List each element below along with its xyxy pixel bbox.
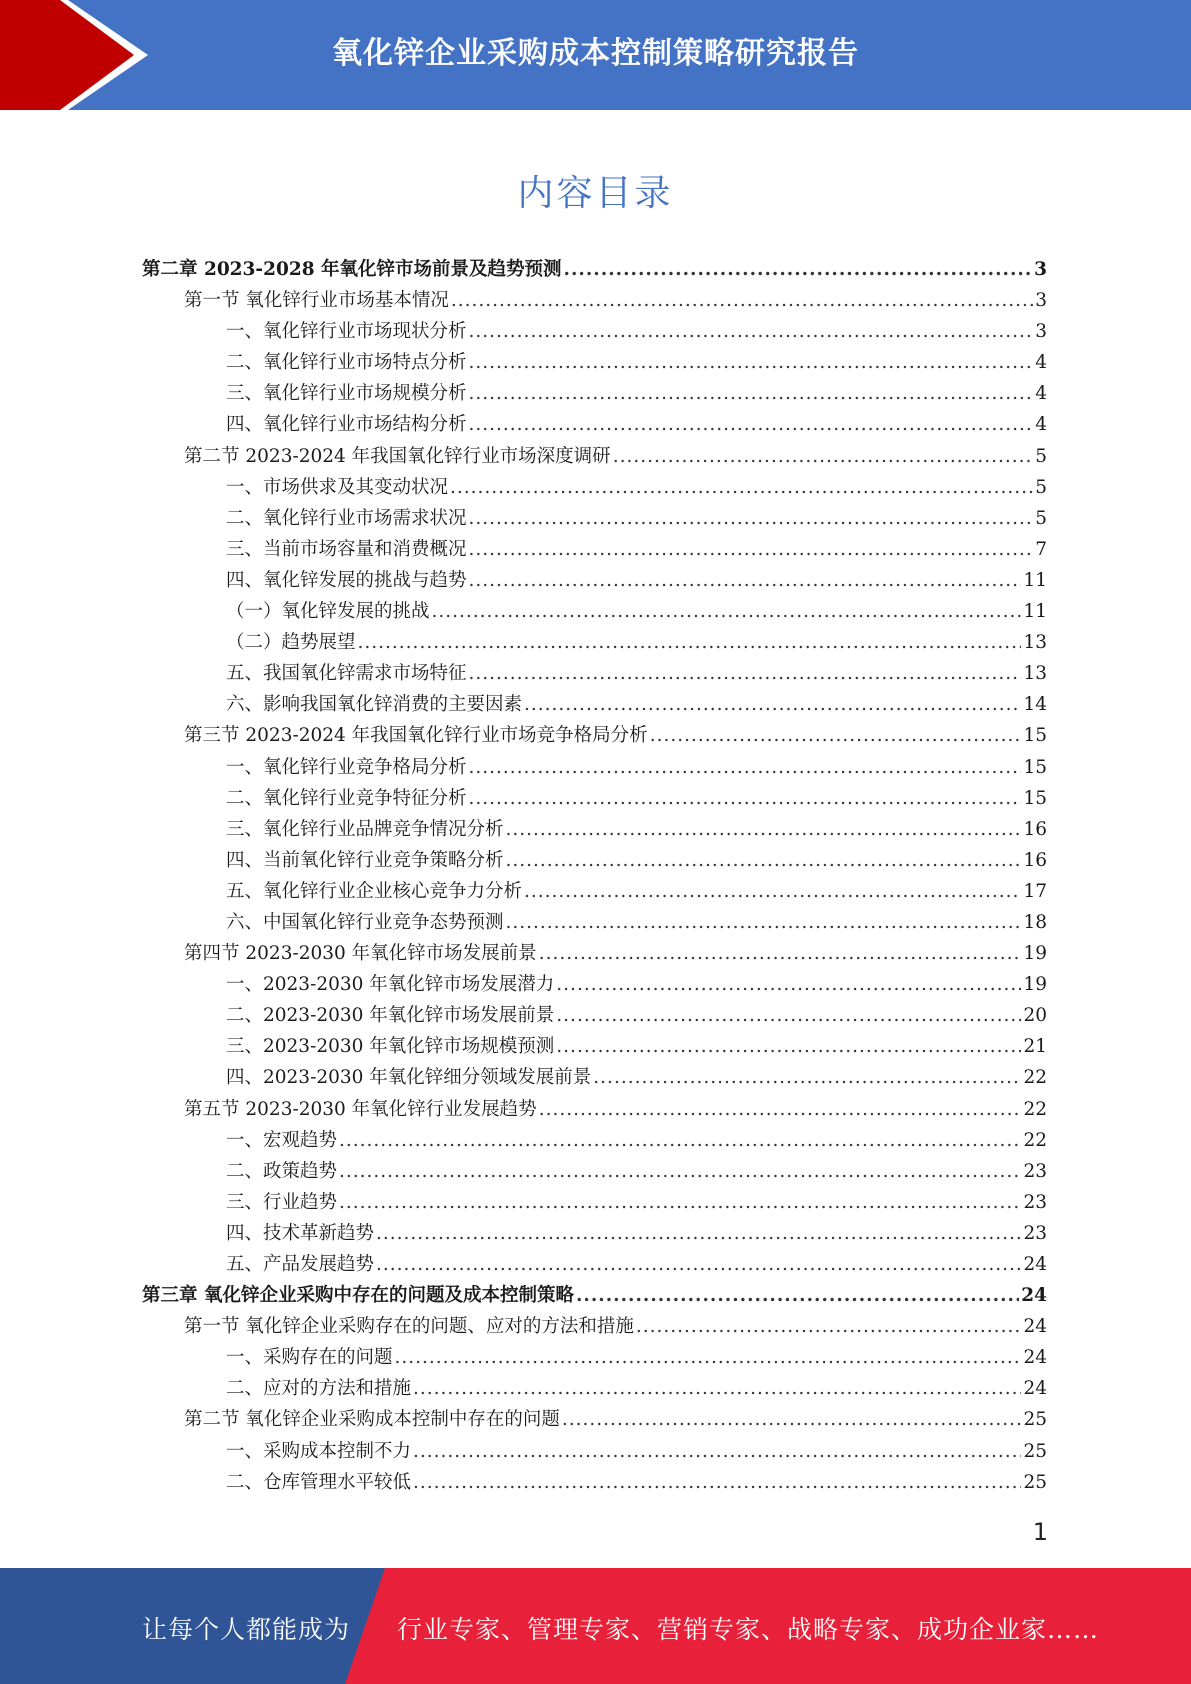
toc-entry-page: 5 [1035,476,1047,498]
toc-entry-page: 24 [1023,1378,1047,1400]
dot-leader [413,1373,1021,1404]
dot-leader [469,783,1022,814]
toc-entry-title: 一、采购成本控制不力 [226,1440,412,1462]
toc-entry[interactable] [142,658,1047,689]
dot-leader [564,254,1033,285]
toc-entry-page: 15 [1023,756,1047,778]
toc-entry-page: 23 [1023,1191,1047,1213]
dot-leader [556,1031,1021,1062]
toc-entry-title: 五、产品发展趋势 [226,1254,375,1275]
toc-entry-title: 一、市场供求及其变动状况 [226,476,449,498]
toc-entry-title: 第四节 2023-2030 年氧化锌市场发展前景 [184,943,537,965]
toc-entry[interactable] [142,1311,1047,1342]
toc-entry[interactable] [142,1373,1047,1404]
dot-leader [469,316,1034,347]
toc-entry[interactable] [142,876,1047,907]
toc-entry-title: 五、氧化锌行业企业核心竞争力分析 [226,880,523,902]
toc-entry[interactable] [142,347,1047,378]
toc-entry[interactable] [142,720,1047,751]
toc-entry-title: 四、氧化锌发展的挑战与趋势 [226,569,467,591]
toc-entry-title: 二、应对的方法和措施 [226,1378,412,1400]
toc-entry-page: 17 [1023,880,1047,902]
toc-entry-title: 第三章 氧化锌企业采购中存在的问题及成本控制策略 [142,1285,574,1307]
dot-leader [556,1000,1021,1031]
dot-leader [539,938,1022,969]
toc-entry-page: 3 [1034,259,1047,280]
toc-entry[interactable] [142,441,1047,472]
toc-entry[interactable] [142,969,1047,1000]
table-of-contents [142,254,1047,1498]
toc-entry-title: 第一节 氧化锌企业采购存在的问题、应对的方法和措施 [184,1316,634,1338]
toc-entry[interactable] [142,627,1047,658]
dot-leader [593,1062,1021,1093]
dot-leader [613,441,1034,472]
toc-entry-title: 五、我国氧化锌需求市场特征 [226,663,467,685]
dot-leader [395,1342,1022,1373]
dot-leader [469,658,1022,689]
toc-entry-page: 15 [1023,787,1047,809]
toc-entry-title: 二、仓库管理水平较低 [226,1471,412,1493]
toc-entry-title: （一）氧化锌发展的挑战 [226,601,430,623]
toc-entry-title: 四、技术革新趋势 [226,1222,375,1244]
toc-entry[interactable] [142,814,1047,845]
toc-entry-page: 5 [1035,445,1047,467]
toc-entry-page: 3 [1035,290,1047,312]
toc-entry-page: 22 [1023,1129,1047,1151]
toc-entry-title: 第一节 氧化锌行业市场基本情况 [184,290,449,312]
toc-entry-title: 一、氧化锌行业市场现状分析 [226,321,467,343]
toc-entry[interactable] [142,1342,1047,1373]
toc-entry-title: 第五节 2023-2030 年氧化锌行业发展趋势 [184,1098,537,1120]
toc-entry-page: 11 [1023,601,1047,623]
toc-entry[interactable] [142,1280,1047,1311]
toc-entry-title: 四、2023-2030 年氧化锌细分领域发展前景 [226,1067,592,1089]
toc-entry[interactable] [142,472,1047,503]
toc-entry-title: 三、当前市场容量和消费概况 [226,538,467,560]
footer-slogan-right: 行业专家、管理专家、营销专家、战略专家、成功企业家…… [397,1615,1100,1644]
toc-entry-page: 3 [1035,321,1047,343]
dot-leader [469,409,1034,440]
toc-entry-page: 21 [1023,1036,1047,1058]
toc-entry[interactable] [142,285,1047,316]
dot-leader [539,1094,1022,1125]
dot-leader [451,285,1033,316]
toc-entry[interactable] [142,1000,1047,1031]
toc-entry-page: 7 [1035,538,1047,560]
toc-entry[interactable] [142,938,1047,969]
dot-leader [524,876,1021,907]
toc-entry-title: 六、影响我国氧化锌消费的主要因素 [226,694,523,716]
dot-leader [562,1404,1022,1435]
toc-entry-page: 22 [1023,1067,1047,1089]
toc-entry-title: 四、当前氧化锌行业竞争策略分析 [226,849,504,871]
toc-entry-title: 三、2023-2030 年氧化锌市场规模预测 [226,1036,555,1058]
dot-leader [469,503,1034,534]
toc-entry-page: 18 [1023,911,1047,933]
toc-entry[interactable] [142,783,1047,814]
toc-entry-page: 25 [1023,1440,1047,1462]
toc-entry-page: 4 [1035,383,1047,405]
dot-leader [432,596,1022,627]
toc-entry-title: （二）趋势展望 [226,632,356,654]
dot-leader [413,1436,1021,1467]
toc-entry[interactable] [142,689,1047,720]
dot-leader [469,565,1022,596]
toc-entry[interactable] [142,1094,1047,1125]
toc-entry[interactable] [142,907,1047,938]
footer-slogan-left: 让每个人都能成为 [142,1615,351,1644]
toc-entry[interactable] [142,1467,1047,1498]
toc-entry-page: 25 [1023,1409,1047,1431]
header-banner [0,0,1191,110]
toc-entry-page: 22 [1023,1098,1047,1120]
toc-entry[interactable] [142,565,1047,596]
toc-entry[interactable] [142,1218,1047,1249]
dot-leader [524,689,1021,720]
toc-entry-page: 19 [1023,974,1047,996]
toc-entry-page: 14 [1023,694,1047,716]
toc-entry-title: 二、氧化锌行业市场需求状况 [226,507,467,529]
toc-entry[interactable] [142,1404,1047,1435]
toc-entry[interactable] [142,1125,1047,1156]
toc-entry[interactable] [142,1187,1047,1218]
toc-entry-page: 23 [1023,1222,1047,1244]
dot-leader [469,347,1034,378]
dot-leader [339,1187,1021,1218]
toc-entry[interactable] [142,534,1047,565]
toc-entry-title: 四、氧化锌行业市场结构分析 [226,414,467,436]
page-number: 1 [1032,1518,1048,1546]
toc-entry-page: 13 [1023,632,1047,654]
footer-banner [0,1568,1191,1684]
toc-entry-title: 第二节 氧化锌企业采购成本控制中存在的问题 [184,1409,560,1431]
toc-entry-page: 5 [1035,507,1047,529]
dot-leader [636,1311,1022,1342]
toc-heading: 内容目录 [517,173,674,214]
toc-entry-page: 24 [1023,1347,1047,1369]
toc-entry-page: 11 [1023,569,1047,591]
dot-leader [506,814,1022,845]
toc-entry[interactable] [142,1156,1047,1187]
toc-entry-page: 24 [1023,1316,1047,1338]
toc-entry[interactable] [142,596,1047,627]
dot-leader [339,1156,1021,1187]
toc-entry[interactable] [142,378,1047,409]
toc-entry[interactable] [142,254,1047,285]
toc-entry-title: 三、氧化锌行业市场规模分析 [226,383,467,405]
toc-entry[interactable] [142,1436,1047,1467]
toc-entry[interactable] [142,503,1047,534]
dot-leader [376,1249,1021,1280]
dot-leader [376,1218,1021,1249]
dot-leader [506,907,1022,938]
chevron-arrow-icon [0,0,160,110]
toc-entry[interactable] [142,316,1047,347]
dot-leader [469,378,1034,409]
toc-entry-title: 第二章 2023-2028 年氧化锌市场前景及趋势预测 [142,259,562,280]
toc-entry-title: 第二节 2023-2024 年我国氧化锌行业市场深度调研 [184,445,611,467]
dot-leader [576,1280,1019,1311]
dot-leader [556,969,1021,1000]
toc-entry-title: 二、政策趋势 [226,1160,338,1182]
toc-entry-page: 24 [1021,1285,1047,1307]
toc-entry-page: 13 [1023,663,1047,685]
toc-entry-title: 六、中国氧化锌行业竞争态势预测 [226,911,504,933]
toc-entry-page: 23 [1023,1160,1047,1182]
toc-entry[interactable] [142,752,1047,783]
dot-leader [450,472,1033,503]
toc-entry[interactable] [142,1249,1047,1280]
dot-leader [358,627,1022,658]
toc-entry-title: 二、氧化锌行业市场特点分析 [226,352,467,374]
toc-entry-title: 一、氧化锌行业竞争格局分析 [226,756,467,778]
toc-entry-page: 15 [1023,725,1047,747]
toc-entry-title: 三、行业趋势 [226,1191,338,1213]
dot-leader [469,752,1022,783]
toc-entry[interactable] [142,1062,1047,1093]
toc-entry-title: 第三节 2023-2024 年我国氧化锌行业市场竞争格局分析 [184,725,648,747]
toc-entry[interactable] [142,1031,1047,1062]
toc-entry-page: 20 [1023,1005,1047,1027]
toc-entry[interactable] [142,845,1047,876]
toc-entry-page: 16 [1023,818,1047,840]
toc-entry-page: 16 [1023,849,1047,871]
toc-entry-page: 25 [1023,1471,1047,1493]
dot-leader [506,845,1022,876]
toc-entry-page: 19 [1023,943,1047,965]
toc-entry-page: 24 [1023,1254,1047,1275]
toc-entry-page: 4 [1035,352,1047,374]
dot-leader [469,534,1034,565]
toc-entry-title: 二、氧化锌行业竞争特征分析 [226,787,467,809]
dot-leader [650,720,1022,751]
report-title: 氧化锌企业采购成本控制策略研究报告 [332,36,859,71]
dot-leader [413,1467,1021,1498]
toc-entry-title: 一、宏观趋势 [226,1129,338,1151]
toc-entry-title: 二、2023-2030 年氧化锌市场发展前景 [226,1005,555,1027]
toc-entry-page: 4 [1035,414,1047,436]
toc-entry-title: 一、采购存在的问题 [226,1347,393,1369]
toc-entry[interactable] [142,409,1047,440]
dot-leader [339,1125,1021,1156]
toc-entry-title: 一、2023-2030 年氧化锌市场发展潜力 [226,974,555,996]
toc-entry-title: 三、氧化锌行业品牌竞争情况分析 [226,818,504,840]
